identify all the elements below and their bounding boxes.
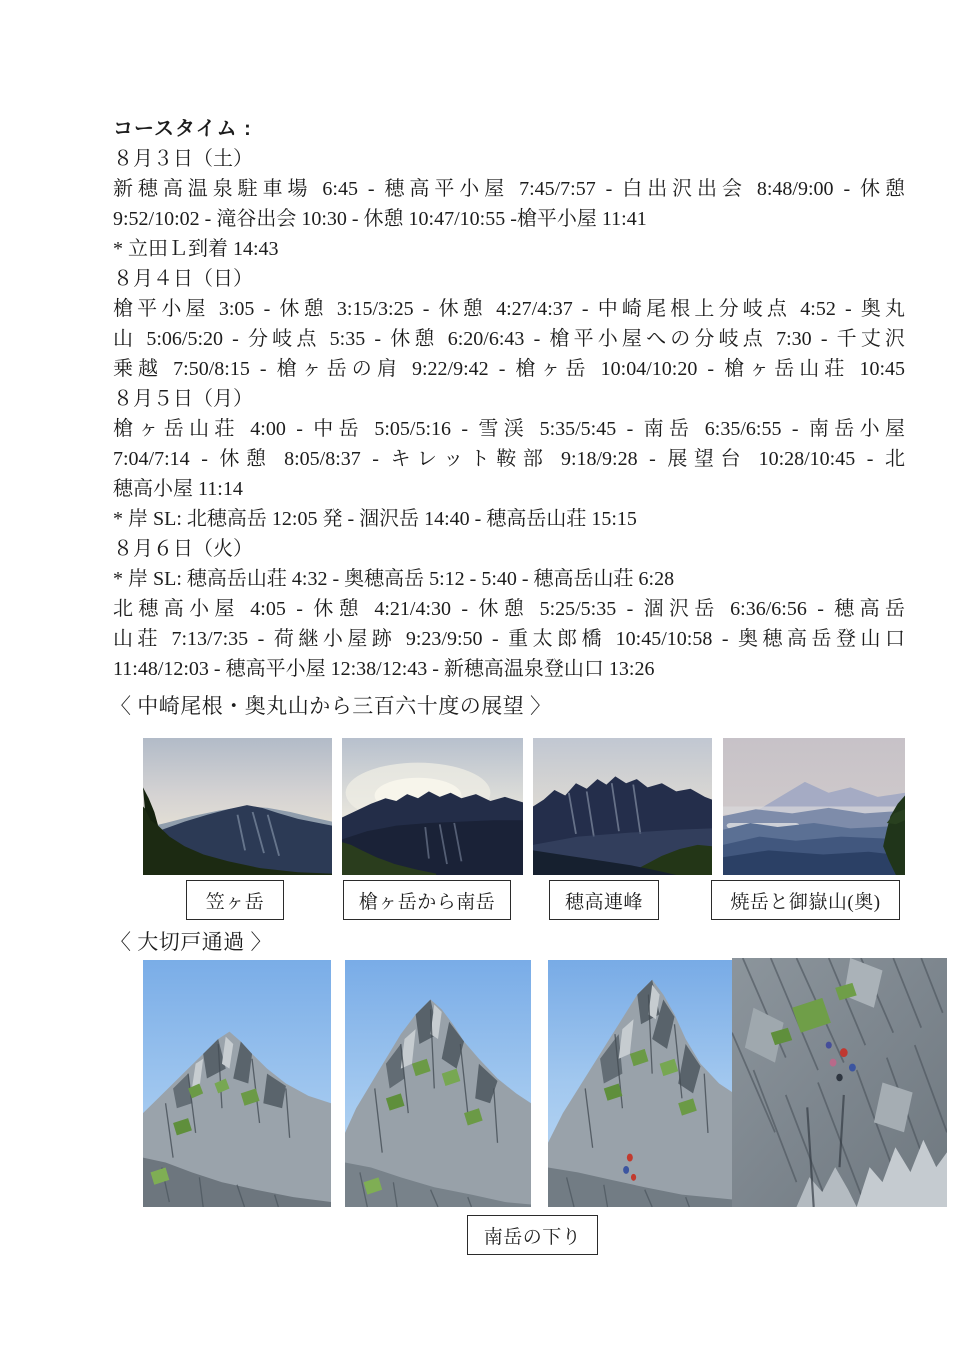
- course-line: 山荘 7:13/7:35 - 荷継小屋跡 9:23/9:50 - 重太郎橋 10:45/10:58 - 奥穂高岳登山口: [113, 628, 905, 650]
- photo-yari-to-minamidake: [342, 738, 523, 875]
- photo-kasagatake: [143, 738, 332, 875]
- course-time-block: [113, 114, 905, 684]
- photo-caption-kasagatake: 笠ヶ岳: [186, 880, 284, 920]
- date-line: ８月４日（日）: [113, 268, 253, 290]
- photo-okirido-1: [143, 960, 331, 1207]
- date-line: ８月６日（火）: [113, 538, 253, 560]
- photo-caption-yari-to-minamidake: 槍ヶ岳から南岳: [343, 880, 511, 920]
- note-line: * 立田Ｌ到着 14:43: [113, 238, 279, 260]
- photo-caption-yakedake-ontake: 焼岳と御嶽山(奥): [711, 880, 900, 920]
- course-line: 山 5:06/5:20 - 分岐点 5:35 - 休憩 6:20/6:43 - 槍平小屋への分岐点 7:30 - 千丈沢: [113, 328, 905, 350]
- course-line: 槍ヶ岳山荘 4:00 - 中岳 5:05/5:16 - 雪渓 5:35/5:45 - 南岳 6:35/6:55 - 南岳小屋: [113, 418, 905, 440]
- note-line: * 岸 SL: 北穂高岳 12:05 発 - 涸沢岳 14:40 - 穂高岳山荘 15:15: [113, 508, 637, 530]
- course-line: 乗越 7:50/8:15 - 槍ヶ岳の肩 9:22/9:42 - 槍ヶ岳 10:04/10:20 - 槍ヶ岳山荘 10:45: [113, 358, 905, 380]
- hazy-ridges-image: [723, 738, 905, 875]
- mountain-dawn-image: [143, 738, 332, 875]
- course-time-title: コースタイム :: [113, 118, 252, 140]
- rock-wall-climbers-image: [732, 958, 947, 1207]
- mountain-dawn-image: [533, 738, 712, 875]
- course-line: 9:52/10:02 - 滝谷出会 10:30 - 休憩 10:47/10:55 -槍平小屋 11:41: [113, 208, 647, 230]
- note-line: * 岸 SL: 穂高岳山荘 4:32 - 奥穂高岳 5:12 - 5:40 - 穂高岳山荘 6:28: [113, 568, 675, 590]
- mountain-dawn-image: [342, 738, 523, 875]
- course-line: 11:48/12:03 - 穂高平小屋 12:38/12:43 - 新穂高温泉登山口 13:26: [113, 658, 655, 680]
- photo-okirido-4-climbers: [732, 958, 947, 1207]
- gallery2-heading: 〈 大切戸通過 〉: [110, 930, 272, 954]
- course-line: 7:04/7:14 - 休憩 8:05/8:37 - キレット鞍部 9:18/9:28 - 展望台 10:28/10:45 - 北: [113, 448, 905, 470]
- course-line: 北穂高小屋 4:05 - 休憩 4:21/4:30 - 休憩 5:25/5:35 - 涸沢岳 6:36/6:56 - 穂高岳: [113, 598, 905, 620]
- gallery1-heading: 〈 中崎尾根・奥丸山から三百六十度の展望 〉: [110, 694, 552, 718]
- photo-okirido-2: [345, 960, 531, 1207]
- photo-caption-hotaka-renpo: 穂高連峰: [549, 880, 659, 920]
- course-line: 穂高小屋 11:14: [113, 478, 243, 500]
- photo-hotaka-renpo: [533, 738, 712, 875]
- rock-peak-with-climbers-image: [548, 960, 734, 1207]
- photo-yakedake-ontake: [723, 738, 905, 875]
- date-line: ８月５日（月）: [113, 388, 253, 410]
- rock-peak-image: [143, 960, 331, 1207]
- course-line: 新穂高温泉駐車場 6:45 - 穂高平小屋 7:45/7:57 - 白出沢出会 8:48/9:00 - 休憩: [113, 178, 905, 200]
- photo-caption-minamidake-descent: 南岳の下り: [467, 1215, 598, 1255]
- rock-peak-image: [345, 960, 531, 1207]
- photo-okirido-3: [548, 960, 734, 1207]
- course-line: 槍平小屋 3:05 - 休憩 3:15/3:25 - 休憩 4:27/4:37 - 中崎尾根上分岐点 4:52 - 奥丸: [113, 298, 905, 320]
- date-line: ８月３日（土）: [113, 148, 253, 170]
